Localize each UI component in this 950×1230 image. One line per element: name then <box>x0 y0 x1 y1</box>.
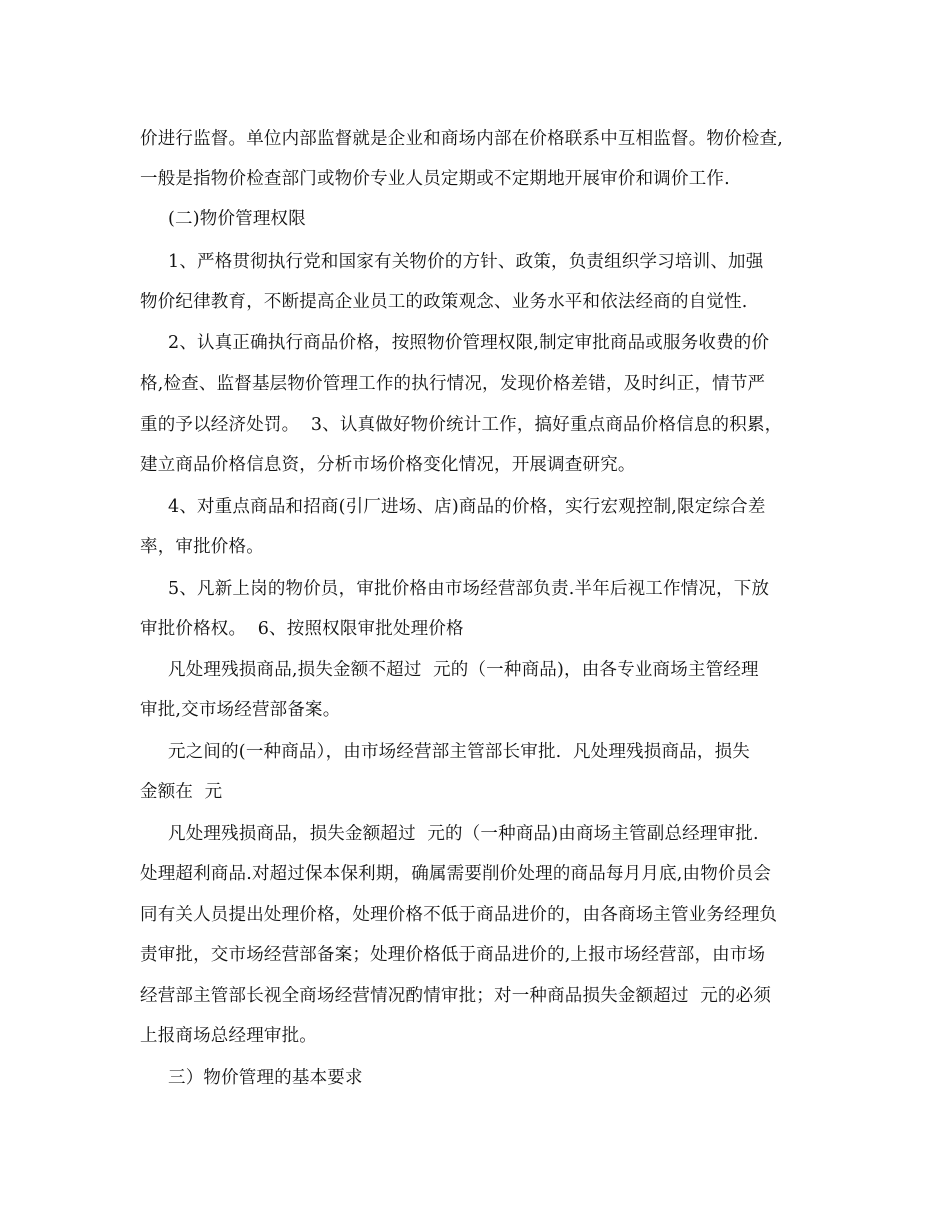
section-heading: 三）物价管理的基本要求 <box>168 1068 363 1088</box>
paragraph-line: 2、认真正确执行商品价格，按照物价管理权限,制定审批商品或服务收费的价 <box>168 333 770 353</box>
paragraph-line: 审批价格权。 6、按照权限审批处理价格 <box>140 619 464 639</box>
paragraph-line: 上报商场总经理审批。 <box>140 1026 317 1046</box>
section-heading: (二)物价管理权限 <box>168 209 306 229</box>
paragraph-line: 物价纪律教育，不断提高企业员工的政策观念、业务水平和依法经商的自觉性. <box>140 292 748 312</box>
paragraph-line: 一般是指物价检查部门或物价专业人员定期或不定期地开展审价和调价工作. <box>140 169 730 189</box>
paragraph-line: 凡处理残损商品，损失金额超过 元的（一种商品)由商场主管副总经理审批. <box>168 824 759 844</box>
paragraph-line: 凡处理残损商品,损失金额不超过 元的（一种商品)，由各专业商场主管经理 <box>168 660 759 680</box>
paragraph-line: 价进行监督。单位内部监督就是企业和商场内部在价格联系中互相监督。物价检查, <box>140 129 783 149</box>
paragraph-line: 处理超利商品.对超过保本保利期，确属需要削价处理的商品每月月底,由物价员会 <box>140 864 772 884</box>
paragraph-line: 5、凡新上岗的物价员，审批价格由市场经营部负责.半年后视工作情况，下放 <box>168 579 770 599</box>
paragraph-line: 同有关人员提出处理价格，处理价格不低于商品进价的，由各商场主管业务经理负 <box>140 905 778 925</box>
paragraph-line: 格,检查、监督基层物价管理工作的执行情况，发现价格差错，及时纠正，情节严 <box>140 374 766 394</box>
paragraph-line: 审批,交市场经营部备案。 <box>140 700 341 720</box>
paragraph-line: 元之间的(一种商品），由市场经营部主管部长审批. 凡处理残损商品，损失 <box>168 742 750 762</box>
paragraph-line: 1、严格贯彻执行党和国家有关物价的方针、政策，负责组织学习培训、加强 <box>168 252 764 272</box>
paragraph-line: 率，审批价格。 <box>140 537 264 557</box>
paragraph-line: 重的予以经济处罚。 3、认真做好物价统计工作，搞好重点商品价格信息的积累， <box>140 415 783 435</box>
paragraph-line: 责审批，交市场经营部备案；处理价格低于商品进价的,上报市场经营部，由市场 <box>140 945 766 965</box>
paragraph-line: 建立商品价格信息资，分析市场价格变化情况，开展调查研究。 <box>140 455 636 475</box>
paragraph-line: 金额在 元 <box>140 782 223 802</box>
paragraph-line: 经营部主管部长视全商场经营情况酌情审批；对一种商品损失金额超过 元的必须 <box>140 986 772 1006</box>
paragraph-line: 4、对重点商品和招商(引厂进场、店)商品的价格，实行宏观控制,限定综合差 <box>168 497 766 517</box>
